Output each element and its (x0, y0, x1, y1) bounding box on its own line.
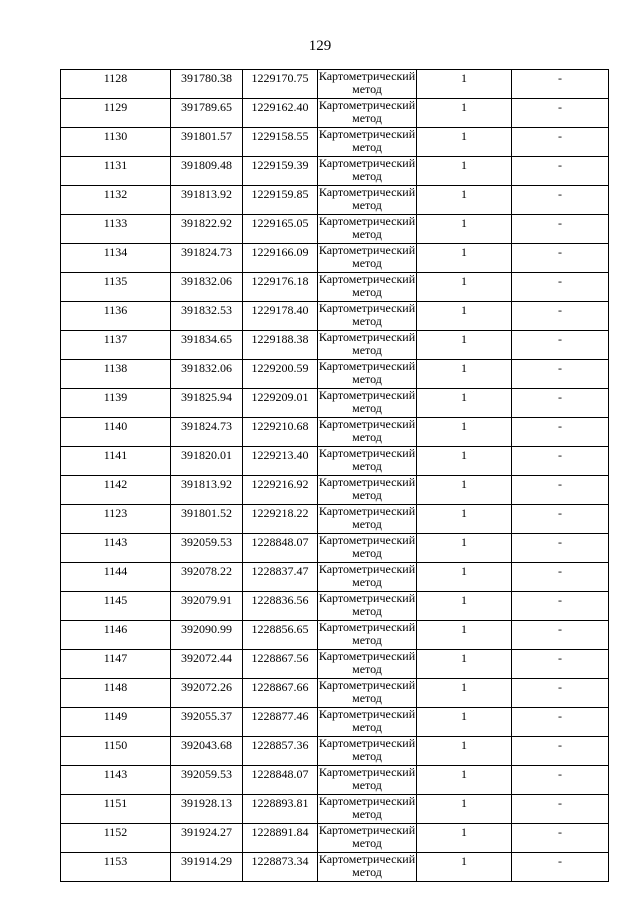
table-row (61, 534, 609, 563)
table-row (61, 592, 609, 621)
table-body (61, 70, 609, 882)
x-coordinate-cell: 391928.13 (171, 795, 243, 824)
y-coordinate-cell: 1228893.81 (243, 795, 318, 824)
x-coordinate-cell: 391824.73 (171, 244, 243, 273)
accuracy-cell: 1 (417, 418, 512, 447)
y-coordinate-cell: 1229176.18 (243, 273, 318, 302)
accuracy-cell: 1 (417, 331, 512, 360)
accuracy-cell: 1 (417, 244, 512, 273)
point-number-cell: 1134 (61, 244, 171, 273)
table-row (61, 621, 609, 650)
point-number-cell: 1153 (61, 853, 171, 882)
x-coordinate-cell: 391801.52 (171, 505, 243, 534)
table-row (61, 824, 609, 853)
method-cell (318, 534, 417, 563)
method-cell (318, 708, 417, 737)
accuracy-cell: 1 (417, 708, 512, 737)
method-text: Картометрический метод (318, 765, 416, 792)
x-coordinate-cell: 391813.92 (171, 186, 243, 215)
description-cell: - (512, 505, 609, 534)
method-cell (318, 592, 417, 621)
method-text: Картометрический метод (318, 185, 416, 212)
x-coordinate-cell: 391825.94 (171, 389, 243, 418)
description-cell: - (512, 128, 609, 157)
y-coordinate-cell: 1228891.84 (243, 824, 318, 853)
accuracy-cell: 1 (417, 70, 512, 99)
accuracy-cell: 1 (417, 360, 512, 389)
description-cell: - (512, 244, 609, 273)
description-cell: - (512, 679, 609, 708)
table-row (61, 70, 609, 99)
point-number-cell: 1151 (61, 795, 171, 824)
table-row (61, 302, 609, 331)
method-cell (318, 331, 417, 360)
table-row (61, 795, 609, 824)
point-number-cell: 1147 (61, 650, 171, 679)
y-coordinate-cell: 1229218.22 (243, 505, 318, 534)
x-coordinate-cell: 392078.22 (171, 563, 243, 592)
method-text: Картометрический метод (318, 388, 416, 415)
x-coordinate-cell: 391820.01 (171, 447, 243, 476)
x-coordinate-cell: 391914.29 (171, 853, 243, 882)
y-coordinate-cell: 1229159.39 (243, 157, 318, 186)
point-number-cell: 1129 (61, 99, 171, 128)
x-coordinate-cell: 391789.65 (171, 99, 243, 128)
method-cell (318, 418, 417, 447)
point-number-cell: 1139 (61, 389, 171, 418)
point-number-cell: 1136 (61, 302, 171, 331)
x-coordinate-cell: 391834.65 (171, 331, 243, 360)
accuracy-cell: 1 (417, 853, 512, 882)
method-text: Картометрический метод (318, 707, 416, 734)
description-cell: - (512, 592, 609, 621)
point-number-cell: 1146 (61, 621, 171, 650)
description-cell: - (512, 708, 609, 737)
x-coordinate-cell: 391832.06 (171, 360, 243, 389)
description-cell: - (512, 766, 609, 795)
method-text: Картометрический метод (318, 562, 416, 589)
method-text: Картометрический метод (318, 533, 416, 560)
method-text: Картометрический метод (318, 678, 416, 705)
coordinates-table (60, 69, 609, 882)
description-cell: - (512, 273, 609, 302)
method-cell (318, 302, 417, 331)
method-cell (318, 737, 417, 766)
method-cell (318, 621, 417, 650)
method-text: Картометрический метод (318, 417, 416, 444)
accuracy-cell: 1 (417, 447, 512, 476)
y-coordinate-cell: 1229188.38 (243, 331, 318, 360)
method-cell (318, 128, 417, 157)
method-cell (318, 853, 417, 882)
method-text: Картометрический метод (318, 359, 416, 386)
method-text: Картометрический метод (318, 591, 416, 618)
method-text: Картометрический метод (318, 330, 416, 357)
method-cell (318, 824, 417, 853)
y-coordinate-cell: 1228837.47 (243, 563, 318, 592)
method-text: Картометрический метод (318, 823, 416, 850)
x-coordinate-cell: 391832.53 (171, 302, 243, 331)
x-coordinate-cell: 391780.38 (171, 70, 243, 99)
point-number-cell: 1128 (61, 70, 171, 99)
description-cell: - (512, 157, 609, 186)
point-number-cell: 1142 (61, 476, 171, 505)
point-number-cell: 1135 (61, 273, 171, 302)
x-coordinate-cell: 391832.06 (171, 273, 243, 302)
method-cell (318, 186, 417, 215)
description-cell: - (512, 99, 609, 128)
method-text: Картометрический метод (318, 272, 416, 299)
method-cell (318, 215, 417, 244)
y-coordinate-cell: 1228867.56 (243, 650, 318, 679)
point-number-cell: 1138 (61, 360, 171, 389)
description-cell: - (512, 186, 609, 215)
x-coordinate-cell: 391813.92 (171, 476, 243, 505)
accuracy-cell: 1 (417, 389, 512, 418)
method-text: Картометрический метод (318, 69, 416, 96)
description-cell: - (512, 389, 609, 418)
table-row (61, 476, 609, 505)
y-coordinate-cell: 1229158.55 (243, 128, 318, 157)
table-row (61, 128, 609, 157)
accuracy-cell: 1 (417, 824, 512, 853)
description-cell: - (512, 563, 609, 592)
point-number-cell: 1141 (61, 447, 171, 476)
y-coordinate-cell: 1228848.07 (243, 766, 318, 795)
x-coordinate-cell: 392059.53 (171, 766, 243, 795)
y-coordinate-cell: 1229159.85 (243, 186, 318, 215)
table-row (61, 708, 609, 737)
point-number-cell: 1132 (61, 186, 171, 215)
description-cell: - (512, 534, 609, 563)
y-coordinate-cell: 1229209.01 (243, 389, 318, 418)
table-row (61, 389, 609, 418)
point-number-cell: 1145 (61, 592, 171, 621)
accuracy-cell: 1 (417, 157, 512, 186)
x-coordinate-cell: 392072.44 (171, 650, 243, 679)
table-row (61, 563, 609, 592)
description-cell: - (512, 418, 609, 447)
method-cell (318, 244, 417, 273)
y-coordinate-cell: 1228857.36 (243, 737, 318, 766)
method-text: Картометрический метод (318, 794, 416, 821)
page-number: 129 (308, 38, 332, 54)
point-number-cell: 1133 (61, 215, 171, 244)
y-coordinate-cell: 1228867.66 (243, 679, 318, 708)
description-cell: - (512, 621, 609, 650)
x-coordinate-cell: 392055.37 (171, 708, 243, 737)
method-text: Картометрический метод (318, 649, 416, 676)
y-coordinate-cell: 1228856.65 (243, 621, 318, 650)
description-cell: - (512, 824, 609, 853)
point-number-cell: 1149 (61, 708, 171, 737)
table-row (61, 853, 609, 882)
description-cell: - (512, 476, 609, 505)
x-coordinate-cell: 392072.26 (171, 679, 243, 708)
y-coordinate-cell: 1228877.46 (243, 708, 318, 737)
method-text: Картометрический метод (318, 156, 416, 183)
table-row (61, 331, 609, 360)
table-row (61, 650, 609, 679)
point-number-cell: 1131 (61, 157, 171, 186)
accuracy-cell: 1 (417, 650, 512, 679)
x-coordinate-cell: 391809.48 (171, 157, 243, 186)
method-cell (318, 99, 417, 128)
y-coordinate-cell: 1229162.40 (243, 99, 318, 128)
point-number-cell: 1140 (61, 418, 171, 447)
method-cell (318, 679, 417, 708)
table-row (61, 679, 609, 708)
method-cell (318, 70, 417, 99)
accuracy-cell: 1 (417, 273, 512, 302)
x-coordinate-cell: 392079.91 (171, 592, 243, 621)
accuracy-cell: 1 (417, 215, 512, 244)
method-text: Картометрический метод (318, 98, 416, 125)
y-coordinate-cell: 1229178.40 (243, 302, 318, 331)
y-coordinate-cell: 1229166.09 (243, 244, 318, 273)
y-coordinate-cell: 1229170.75 (243, 70, 318, 99)
y-coordinate-cell: 1229165.05 (243, 215, 318, 244)
method-text: Картометрический метод (318, 475, 416, 502)
x-coordinate-cell: 391824.73 (171, 418, 243, 447)
accuracy-cell: 1 (417, 737, 512, 766)
method-cell (318, 766, 417, 795)
description-cell: - (512, 302, 609, 331)
table-row (61, 157, 609, 186)
method-text: Картометрический метод (318, 852, 416, 879)
point-number-cell: 1150 (61, 737, 171, 766)
x-coordinate-cell: 391822.92 (171, 215, 243, 244)
description-cell: - (512, 215, 609, 244)
table-row (61, 418, 609, 447)
method-text: Картометрический метод (318, 736, 416, 763)
accuracy-cell: 1 (417, 476, 512, 505)
accuracy-cell: 1 (417, 795, 512, 824)
point-number-cell: 1130 (61, 128, 171, 157)
method-cell (318, 157, 417, 186)
point-number-cell: 1152 (61, 824, 171, 853)
accuracy-cell: 1 (417, 186, 512, 215)
table-row (61, 273, 609, 302)
y-coordinate-cell: 1229213.40 (243, 447, 318, 476)
accuracy-cell: 1 (417, 563, 512, 592)
accuracy-cell: 1 (417, 302, 512, 331)
accuracy-cell: 1 (417, 766, 512, 795)
accuracy-cell: 1 (417, 128, 512, 157)
description-cell: - (512, 447, 609, 476)
point-number-cell: 1143 (61, 534, 171, 563)
method-cell (318, 650, 417, 679)
method-text: Картометрический метод (318, 243, 416, 270)
table-row (61, 447, 609, 476)
point-number-cell: 1148 (61, 679, 171, 708)
method-text: Картометрический метод (318, 214, 416, 241)
y-coordinate-cell: 1228873.34 (243, 853, 318, 882)
accuracy-cell: 1 (417, 505, 512, 534)
method-cell (318, 795, 417, 824)
method-text: Картометрический метод (318, 620, 416, 647)
method-cell (318, 563, 417, 592)
accuracy-cell: 1 (417, 592, 512, 621)
method-cell (318, 447, 417, 476)
accuracy-cell: 1 (417, 621, 512, 650)
accuracy-cell: 1 (417, 534, 512, 563)
method-text: Картометрический метод (318, 127, 416, 154)
y-coordinate-cell: 1228848.07 (243, 534, 318, 563)
description-cell: - (512, 650, 609, 679)
method-cell (318, 505, 417, 534)
point-number-cell: 1143 (61, 766, 171, 795)
method-text: Картометрический метод (318, 504, 416, 531)
x-coordinate-cell: 392090.99 (171, 621, 243, 650)
description-cell: - (512, 737, 609, 766)
table-row (61, 360, 609, 389)
y-coordinate-cell: 1229200.59 (243, 360, 318, 389)
x-coordinate-cell: 391924.27 (171, 824, 243, 853)
table-row (61, 215, 609, 244)
table-row (61, 186, 609, 215)
description-cell: - (512, 795, 609, 824)
description-cell: - (512, 70, 609, 99)
method-cell (318, 273, 417, 302)
y-coordinate-cell: 1228836.56 (243, 592, 318, 621)
method-cell (318, 360, 417, 389)
table-row (61, 766, 609, 795)
table-row (61, 737, 609, 766)
accuracy-cell: 1 (417, 679, 512, 708)
method-text: Картометрический метод (318, 446, 416, 473)
accuracy-cell: 1 (417, 99, 512, 128)
description-cell: - (512, 360, 609, 389)
description-cell: - (512, 853, 609, 882)
table-row (61, 99, 609, 128)
x-coordinate-cell: 392043.68 (171, 737, 243, 766)
y-coordinate-cell: 1229210.68 (243, 418, 318, 447)
point-number-cell: 1137 (61, 331, 171, 360)
y-coordinate-cell: 1229216.92 (243, 476, 318, 505)
method-text: Картометрический метод (318, 301, 416, 328)
method-cell (318, 476, 417, 505)
table-row (61, 244, 609, 273)
x-coordinate-cell: 391801.57 (171, 128, 243, 157)
description-cell: - (512, 331, 609, 360)
x-coordinate-cell: 392059.53 (171, 534, 243, 563)
table-row (61, 505, 609, 534)
point-number-cell: 1144 (61, 563, 171, 592)
point-number-cell: 1123 (61, 505, 171, 534)
method-cell (318, 389, 417, 418)
